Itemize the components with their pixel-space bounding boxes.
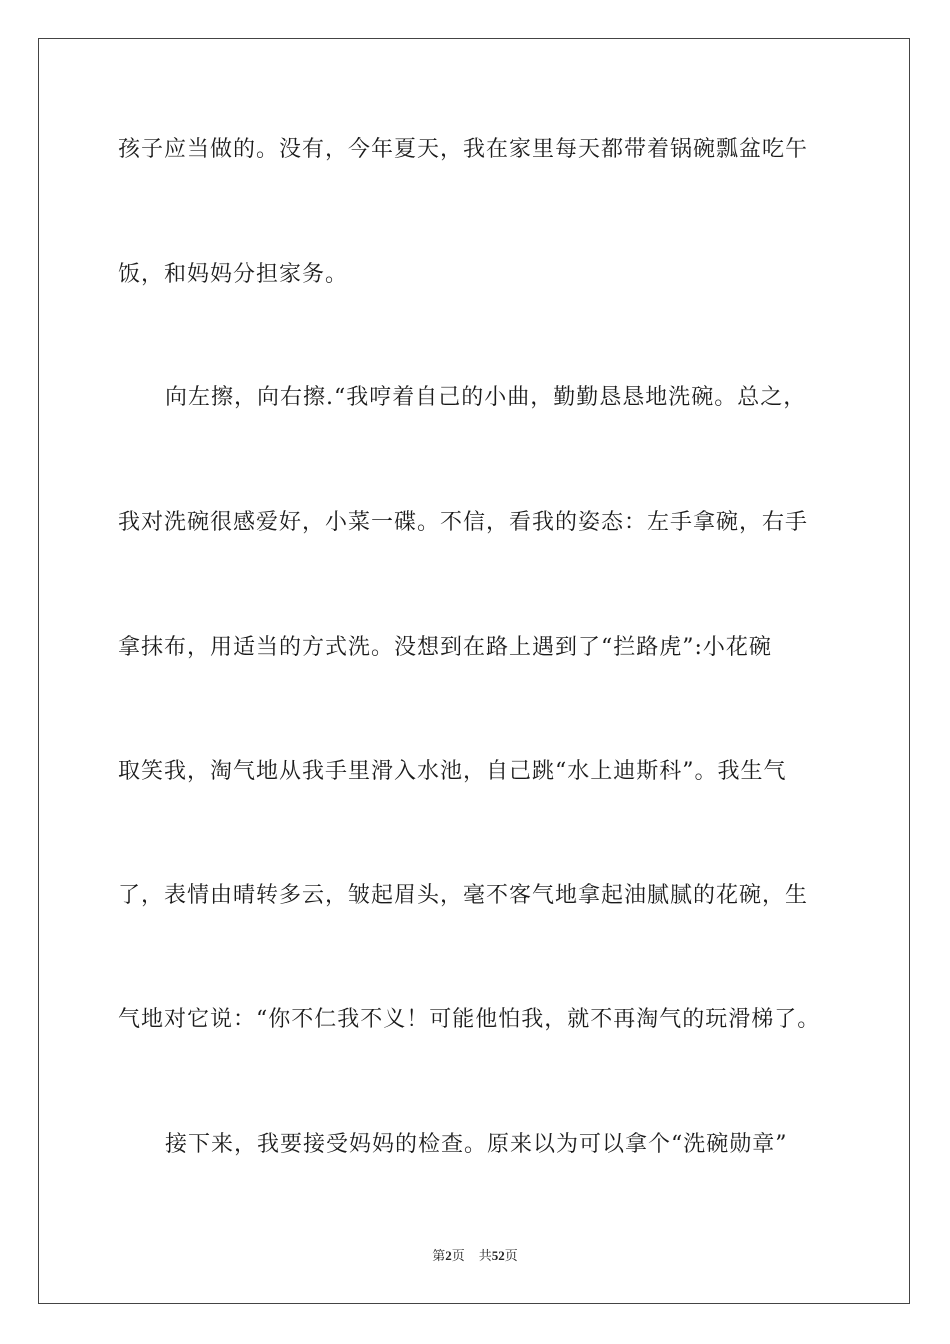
total-suffix: 页 bbox=[504, 1249, 518, 1264]
text-line: 我对洗碗很感爱好，小菜一碟。不信，看我的姿态：左手拿碗，右手 bbox=[118, 510, 809, 535]
total-prefix: 共 bbox=[478, 1249, 492, 1264]
page-prefix: 第 bbox=[432, 1249, 446, 1264]
text-line: 了，表情由晴转多云，皱起眉头，毫不客气地拿起油腻腻的花碗，生 bbox=[118, 883, 809, 908]
page-suffix: 页 bbox=[451, 1249, 465, 1264]
text-line: 取笑我，淘气地从我手里滑入水池，自己跳“水上迪斯科”。我生气 bbox=[118, 759, 787, 784]
page-number-footer bbox=[0, 1247, 950, 1266]
text-line: 孩子应当做的。没有，今年夏天，我在家里每天都带着锅碗瓢盆吃午 bbox=[118, 137, 809, 162]
current-page-number: 2 bbox=[445, 1248, 452, 1263]
text-line: 饭，和妈妈分担家务。 bbox=[118, 262, 349, 287]
total-page-count: 52 bbox=[491, 1248, 505, 1263]
page-border bbox=[38, 38, 910, 1304]
paragraph-start-line: 接下来，我要接受妈妈的检查。原来以为可以拿个“洗碗勋章” bbox=[165, 1132, 788, 1157]
paragraph-start-line: 向左擦，向右擦.“我哼着自己的小曲，勤勤恳恳地洗碗。总之， bbox=[165, 385, 807, 410]
text-line: 气地对它说：“你不仁我不义！可能他怕我，就不再淘气的玩滑梯了。 bbox=[118, 1007, 821, 1032]
text-line: 拿抹布，用适当的方式洗。没想到在路上遇到了“拦路虎”:小花碗 bbox=[118, 635, 772, 660]
